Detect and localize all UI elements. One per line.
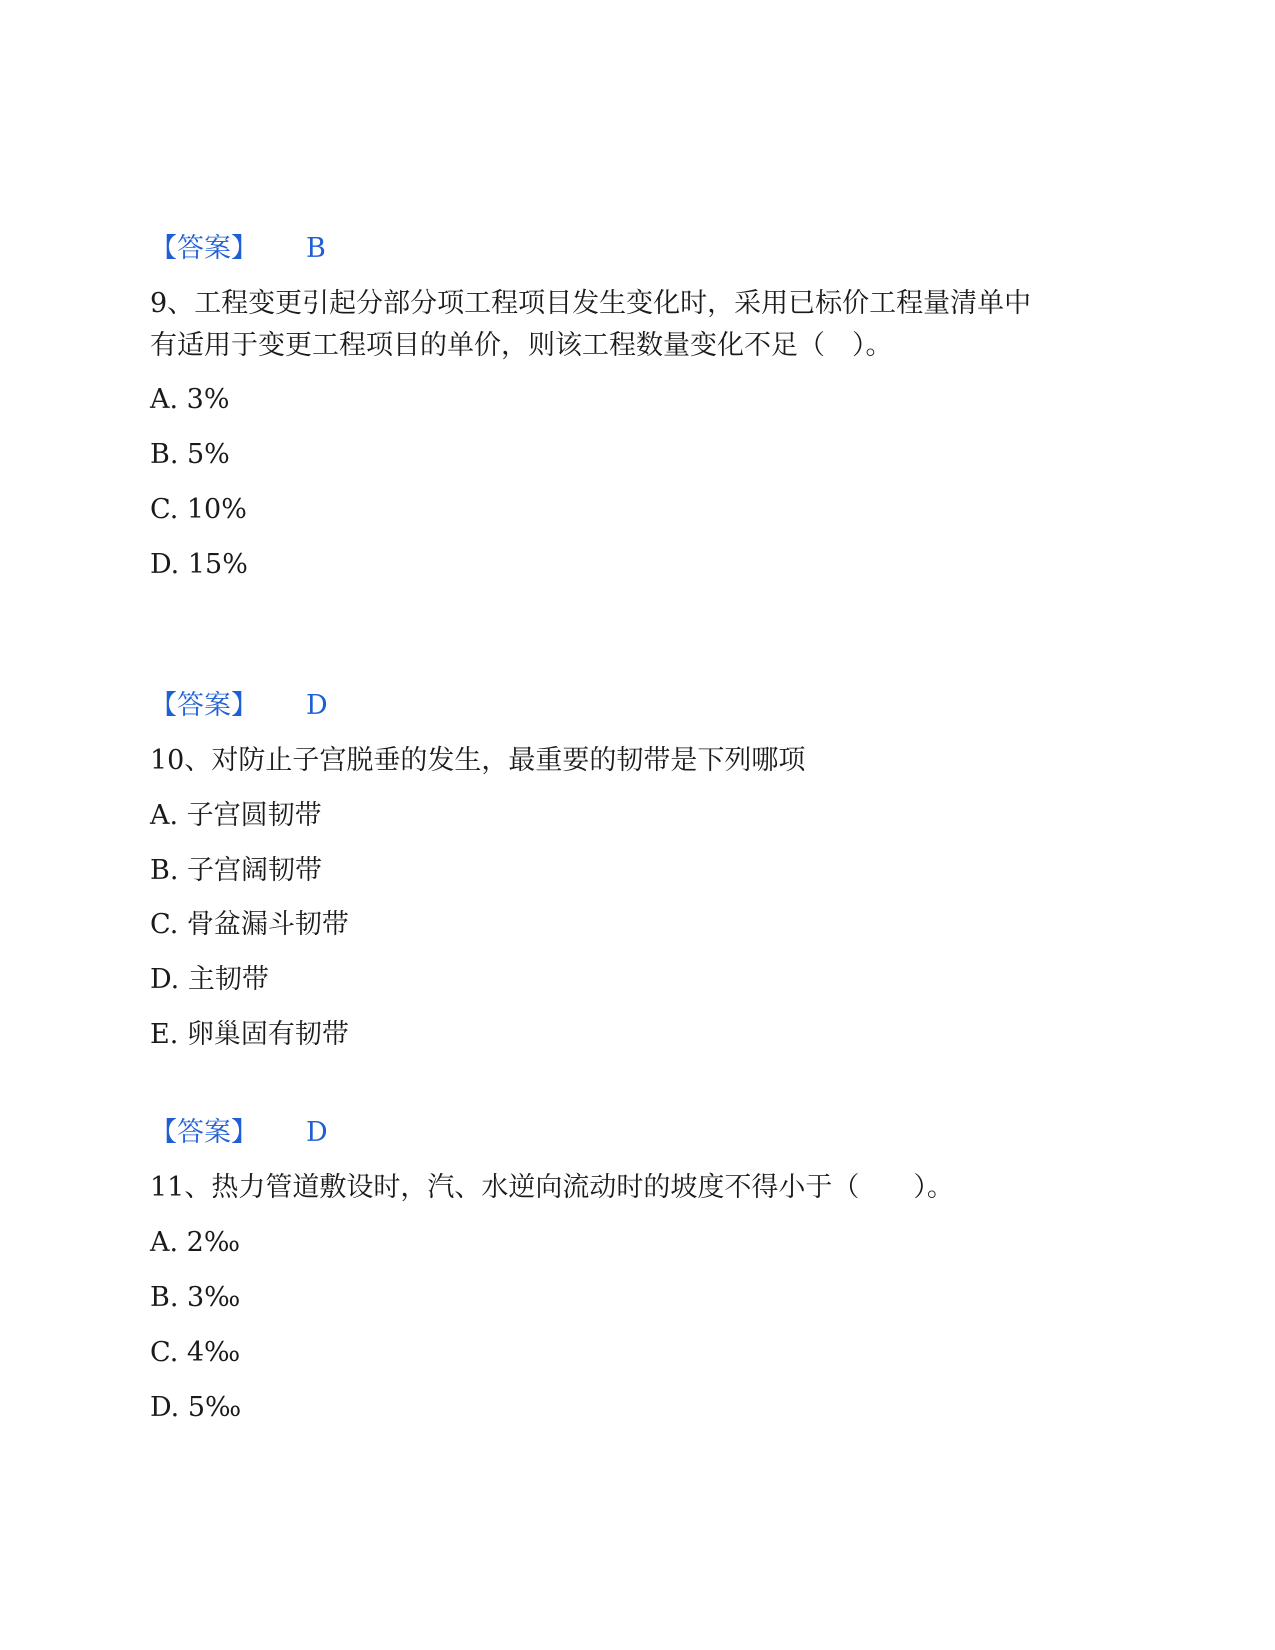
option-item: E. 卵巢固有韧带 xyxy=(150,1019,349,1050)
answer-label: 【答案】 xyxy=(150,1117,258,1148)
option-item: A. 子宫圆韧带 xyxy=(150,800,322,831)
option-item: B. 3‰ xyxy=(150,1282,241,1313)
answer-line xyxy=(150,686,328,726)
answer-label: 【答案】 xyxy=(150,690,258,721)
option-item: A. 3% xyxy=(150,384,230,415)
question-number: 9、 xyxy=(150,288,195,319)
option-item: D. 15% xyxy=(150,549,248,580)
answer-value: B xyxy=(306,233,326,264)
answer-line xyxy=(150,229,326,269)
option-item: C. 4‰ xyxy=(150,1337,241,1368)
option-item: B. 5% xyxy=(150,439,230,470)
answer-value: D xyxy=(306,690,328,721)
answer-label: 【答案】 xyxy=(150,233,258,264)
question-10-line-1 xyxy=(150,741,805,781)
question-11-line-1 xyxy=(150,1168,954,1208)
question-9-line-1 xyxy=(150,284,1031,324)
question-number: 10、 xyxy=(150,745,212,776)
answer-line xyxy=(150,1113,328,1153)
option-item: D. 5‰ xyxy=(150,1392,242,1423)
answer-value: D xyxy=(306,1117,328,1148)
option-item: D. 主韧带 xyxy=(150,964,269,995)
question-text: 热力管道敷设时，汽、水逆向流动时的坡度不得小于（ ）。 xyxy=(211,1172,954,1203)
question-text: 有适用于变更工程项目的单价，则该工程数量变化不足（ ）。 xyxy=(150,330,893,361)
option-item: C. 10% xyxy=(150,494,247,525)
question-9-line-2 xyxy=(150,326,893,366)
question-text: 对防止子宫脱垂的发生，最重要的韧带是下列哪项 xyxy=(211,745,806,776)
option-item: B. 子宫阔韧带 xyxy=(150,855,323,886)
option-item: C. 骨盆漏斗韧带 xyxy=(150,909,349,940)
question-text: 工程变更引起分部分项工程项目发生变化时，采用已标价工程量清单中 xyxy=(194,288,1032,319)
option-item: A. 2‰ xyxy=(150,1227,241,1258)
question-number: 11、 xyxy=(150,1172,212,1203)
